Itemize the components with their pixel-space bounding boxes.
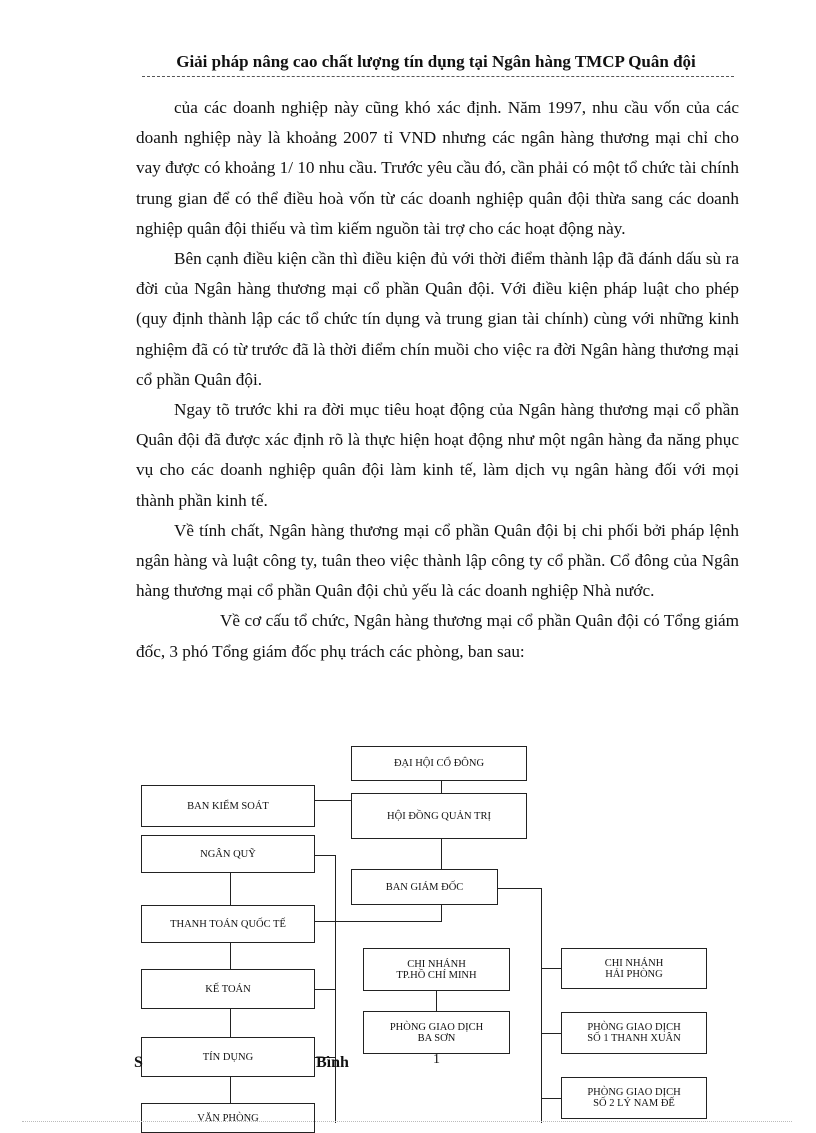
org-box-supervisory-board: BAN KIỂM SOÁT: [141, 785, 315, 827]
connector-line: [498, 888, 542, 889]
connector-line: [541, 968, 561, 969]
paragraph-4: Về tính chất, Ngân hàng thương mại cổ phần Quân đội bị chi phối bởi pháp lệnh ngân hàng và luật công ty, tuân theo việc thành lập công ty cổ phần. Cổ đông của Ngân hàng thương mại cổ phần Quân đội chủ yếu là các doanh nghiệp Nhà nước.: [136, 520, 739, 601]
org-box-international-payment: THANH TOÁN QUỐC TẾ: [141, 905, 315, 943]
footer-author-fragment-right: Bình: [316, 1054, 349, 1071]
org-box-ly-nam-de-office: PHÒNG GIAO DỊCH SỐ 2 LÝ NAM ĐẾ: [561, 1077, 707, 1119]
org-box-credit: TÍN DỤNG: [141, 1037, 315, 1077]
connector-line: [230, 1077, 231, 1103]
connector-line: [315, 921, 441, 922]
connector-line: [541, 888, 542, 1123]
connector-line: [230, 1009, 231, 1037]
footer-divider: [22, 1121, 792, 1122]
connector-line: [441, 839, 442, 869]
connector-line: [335, 855, 336, 1123]
connector-line: [436, 991, 437, 1011]
paragraph-2: Bên cạnh điều kiện cần thì điều kiện đủ với thời điểm thành lập đã đánh dấu sù ra đời của Ngân hàng thương mại cổ phần Quân đội. Với điều kiện pháp luật cho phép (quy định thành lập các tổ chức tín dụng và trung gian tài chính) cùng với những kinh nghiệm đã có từ trước đã là thời điểm chín muồi cho việc ra đời Ngân hàng thương mại cổ phần Quân đội.: [136, 249, 739, 389]
header-divider: [142, 76, 734, 77]
paragraph-3: Ngay tõ trước khi ra đời mục tiêu hoạt động của Ngân hàng thương mại cổ phần Quân đội đã được xác định rõ là thực hiện hoạt động như một ngân hàng đa năng phục vụ cho các doanh nghiệp quân đội làm kinh tế, làm dịch vụ ngân hàng đối với mọi thành phần kinh tế.: [136, 400, 739, 510]
connector-line: [441, 781, 442, 793]
org-box-hai-phong-branch: CHI NHÁNH HẢI PHÒNG: [561, 948, 707, 989]
org-box-accounting: KẾ TOÁN: [141, 969, 315, 1009]
org-box-ba-son-office: PHÒNG GIAO DỊCH BA SƠN: [363, 1011, 510, 1054]
connector-line: [315, 989, 335, 990]
org-box-management-board: BAN GIÁM ĐỐC: [351, 869, 498, 905]
paragraph-5: Về cơ cấu tổ chức, Ngân hàng thương mại cổ phần Quân đội có Tổng giám đốc, 3 phó Tổng giám đốc phụ trách các phòng, ban sau:: [136, 611, 739, 661]
connector-line: [230, 943, 231, 969]
document-header-title: Giải pháp nâng cao chất lượng tín dụng tại Ngân hàng TMCP Quân đội: [176, 52, 696, 71]
org-box-office: VĂN PHÒNG: [141, 1103, 315, 1133]
org-box-treasury: NGÂN QUỸ: [141, 835, 315, 873]
connector-line: [541, 1033, 561, 1034]
org-box-shareholders: ĐẠI HỘI CỔ ĐÔNG: [351, 746, 527, 781]
document-body: [136, 93, 739, 667]
connector-line: [441, 905, 442, 922]
paragraph-1: của các doanh nghiệp này cũng khó xác định. Năm 1997, nhu cầu vốn của các doanh nghiệp này là khoảng 2007 tỉ VND nhưng các ngân hàng thương mại chỉ cho vay được có khoảng 1/ 10 nhu cầu. Trước yêu cầu đó, cần phải có một tổ chức tài chính trung gian để có thể điều hoà vốn từ các doanh nghiệp quân đội thừa sang các doanh nghiệp quân đội thiếu và tìm kiếm nguồn tài trợ cho các hoạt động này.: [136, 98, 739, 238]
connector-line: [315, 855, 335, 856]
page-number: 1: [433, 1052, 440, 1067]
org-box-thanh-xuan-office: PHÒNG GIAO DỊCH SỐ 1 THANH XUÂN: [561, 1012, 707, 1054]
footer-author-fragment-left: S: [134, 1054, 143, 1071]
connector-line: [541, 1098, 561, 1099]
connector-line: [230, 873, 231, 905]
org-box-hcm-branch: CHI NHÁNH TP.HỒ CHÍ MINH: [363, 948, 510, 991]
org-box-board-of-directors: HỘI ĐỒNG QUẢN TRỊ: [351, 793, 527, 839]
